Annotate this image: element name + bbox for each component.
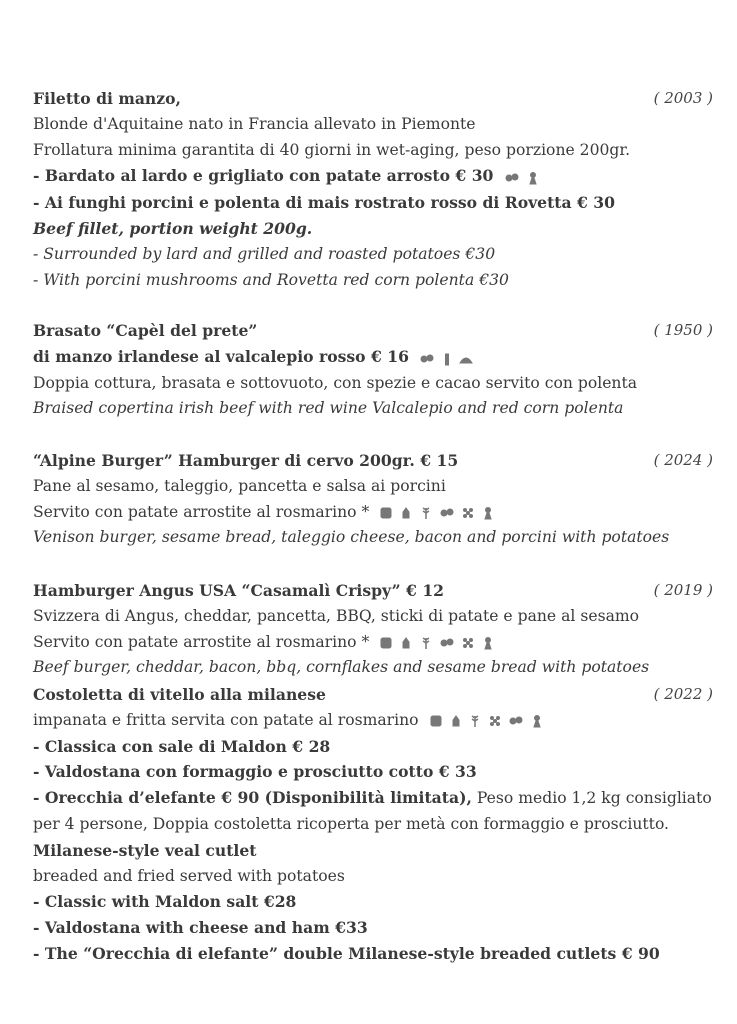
item-title: Brasato “Capèl del prete” (33, 321, 258, 340)
item-option: - Classica con sale di Maldon € 28 (33, 736, 331, 756)
item-year: ( 2019 ) (653, 581, 713, 599)
gluten-icon (469, 714, 481, 728)
gluten-icon (420, 506, 432, 520)
allergen-icons (430, 708, 547, 734)
item-description: Svizzera di Angus, cheddar, pancetta, BBQ, sticki di patate e pane al sesamo (33, 606, 640, 625)
item-subtitle-text: di manzo irlandese al valcalepio rosso € 16 (33, 346, 409, 366)
item-title: Hamburger Angus USA “Casamalì Crispy” € 12 (33, 581, 445, 600)
item-english-description: Braised copertina irish beef with red wine Valcalepio and red corn polenta (33, 399, 624, 418)
item-side (33, 630, 713, 656)
item-description (33, 708, 713, 734)
soy-icon (440, 507, 454, 519)
item-option: - Ai funghi porcini e polenta di mais rostrato rosso di Rovetta € 30 (33, 193, 615, 213)
item-year: ( 1950 ) (653, 321, 713, 339)
gluten-icon (420, 636, 432, 650)
item-description: Frollatura minima garantita di 40 giorni in wet-aging, peso porzione 200gr. (33, 140, 631, 159)
item-side-text: Servito con patate arrostite al rosmarino * (33, 632, 370, 651)
item-option: - Valdostana con formaggio e prosciutto cotto € 33 (33, 762, 477, 782)
item-option (33, 785, 713, 812)
item-subtitle (33, 344, 713, 371)
menu-item-angus-burger (33, 578, 713, 681)
item-english-option: - Valdostana with cheese and ham €33 (33, 918, 368, 938)
allergen-icons (505, 164, 542, 190)
milk-icon (400, 507, 412, 519)
celery-icon (531, 714, 543, 728)
item-description: Blonde d'Aquitaine nato in Francia allevato in Piemonte (33, 114, 476, 133)
item-option-text: - Bardato al lardo e grigliato con patate arrosto € 30 (33, 166, 494, 186)
item-option-title: - Orecchia d’elefante € 90 (Disponibilità limitata), (33, 788, 472, 808)
item-year: ( 2024 ) (653, 451, 713, 469)
allergen-icons (380, 500, 497, 526)
menu-item-alpine-burger (33, 448, 713, 551)
sesame-icon (489, 715, 501, 727)
celery-icon (482, 506, 494, 520)
item-description-text: impanata e fritta servita con patate al rosmarino (33, 710, 419, 729)
item-english-description: Venison burger, sesame bread, taleggio cheese, bacon and porcini with potatoes (33, 528, 670, 547)
item-english-title: Milanese-style veal cutlet (33, 840, 257, 860)
item-option (33, 163, 713, 190)
menu-item-filetto (33, 86, 713, 293)
item-option-note-cont: per 4 persone, Doppia costoletta ricoperta per metà con formaggio e prosciutto. (33, 815, 670, 834)
milk-icon (450, 715, 462, 727)
celery-icon (527, 171, 539, 185)
item-side-text: Servito con patate arrostite al rosmarino * (33, 502, 370, 521)
item-english-option: - Surrounded by lard and grilled and roasted potatoes €30 (33, 244, 496, 263)
item-english-description: breaded and fried served with potatoes (33, 866, 345, 885)
item-title: Costoletta di vitello alla milanese (33, 685, 326, 704)
mustard-icon (443, 352, 451, 366)
milk-icon (400, 637, 412, 649)
menu-item-brasato (33, 318, 713, 422)
egg-icon (380, 637, 392, 649)
item-english-option: - Classic with Maldon salt €28 (33, 892, 297, 912)
allergen-icons (380, 630, 497, 656)
item-title: “Alpine Burger” Hamburger di cervo 200gr. € 15 (33, 451, 459, 470)
soy-icon (505, 172, 519, 184)
item-year: ( 2022 ) (653, 685, 713, 703)
item-side (33, 500, 713, 526)
item-title: Filetto di manzo, (33, 89, 181, 108)
sesame-icon (462, 507, 474, 519)
menu-item-costoletta (33, 682, 713, 967)
soy-icon (509, 715, 523, 727)
item-english-option: - With porcini mushrooms and Rovetta red corn polenta €30 (33, 270, 509, 289)
item-description: Pane al sesamo, taleggio, pancetta e salsa ai porcini (33, 476, 446, 495)
item-english-description: Beef burger, cheddar, bacon, bbq, cornflakes and sesame bread with potatoes (33, 658, 650, 677)
allergen-icons (420, 345, 476, 371)
item-option-note: Peso medio 1,2 kg consigliato (471, 789, 712, 808)
egg-icon (380, 507, 392, 519)
item-year: ( 2003 ) (653, 89, 713, 107)
soy-icon (440, 637, 454, 649)
item-description: Doppia cottura, brasata e sottovuoto, con spezie e cacao servito con polenta (33, 373, 638, 392)
soy-icon (420, 353, 434, 365)
sesame-icon (462, 637, 474, 649)
egg-icon (430, 715, 442, 727)
celery-icon (482, 636, 494, 650)
item-english-title: Beef fillet, portion weight 200g. (33, 219, 313, 239)
item-english-option: - The “Orecchia di elefante” double Milanese-style breaded cutlets € 90 (33, 944, 660, 964)
sulphite-icon (459, 353, 473, 365)
